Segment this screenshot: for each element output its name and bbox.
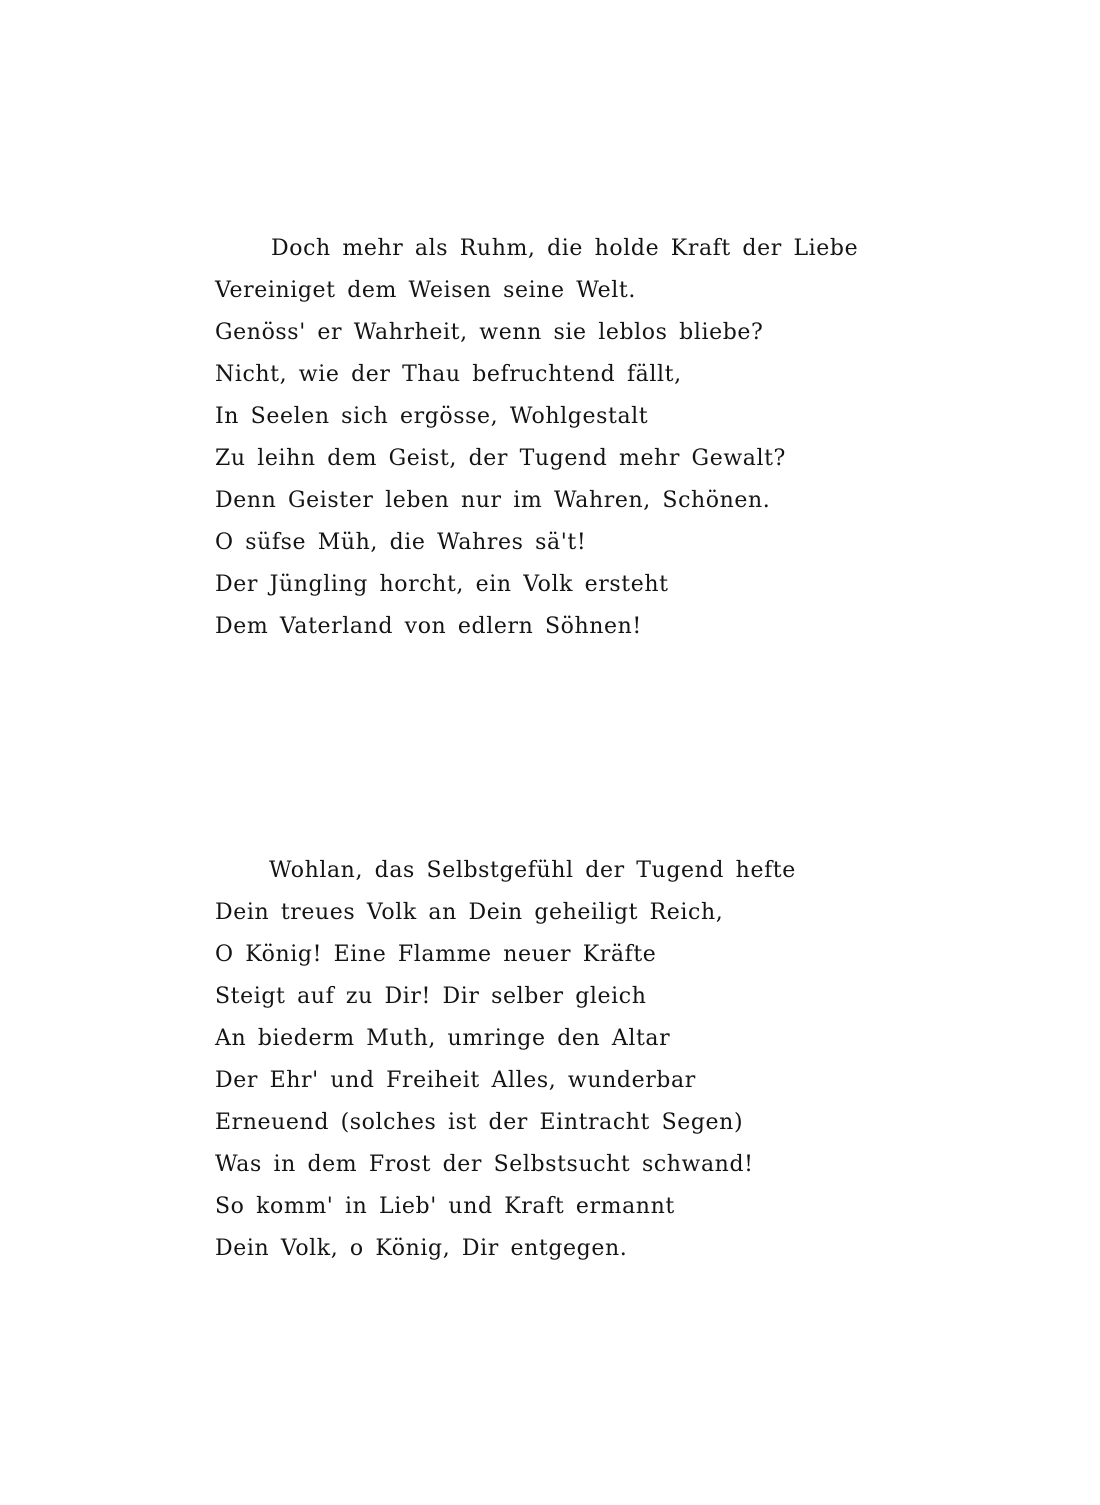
verse-line: Erneuend (solches ist der Eintracht Segen) [215, 1110, 744, 1135]
verse-line: Dem Vaterland von edlern Söhnen! [215, 614, 642, 639]
verse-line: Der Ehr' und Freiheit Alles, wunderbar [215, 1068, 696, 1093]
verse-line: Wohlan, das Selbstgefühl der Tugend hefte [269, 858, 796, 883]
verse-line: Steigt auf zu Dir! Dir selber gleich [215, 984, 647, 1009]
verse-line: An biederm Muth, umringe den Altar [215, 1026, 671, 1051]
verse-line: Doch mehr als Ruhm, die holde Kraft der Liebe [271, 236, 859, 261]
poem-stanza-1 [215, 228, 975, 648]
verse-line: O König! Eine Flamme neuer Kräfte [215, 942, 657, 967]
verse-line: O süfse Müh, die Wahres sä't! [215, 530, 587, 555]
verse-line: In Seelen sich ergösse, Wohlgestalt [215, 404, 649, 429]
verse-line: Der Jüngling horcht, ein Volk ersteht [215, 572, 669, 597]
verse-line: Dein Volk, o König, Dir entgegen. [215, 1236, 628, 1261]
poem-stanza-2 [215, 850, 975, 1270]
verse-line: Dein treues Volk an Dein geheiligt Reich, [215, 900, 724, 925]
verse-line: Denn Geister leben nur im Wahren, Schönen. [215, 488, 771, 513]
verse-line: Vereiniget dem Weisen seine Welt. [215, 278, 636, 303]
verse-line: Nicht, wie der Thau befruchtend fällt, [215, 362, 682, 387]
verse-line: Was in dem Frost der Selbstsucht schwand! [215, 1152, 754, 1177]
verse-line: So komm' in Lieb' und Kraft ermannt [215, 1194, 675, 1219]
verse-line: Zu leihn dem Geist, der Tugend mehr Gewalt? [215, 446, 786, 471]
verse-line: Genöss' er Wahrheit, wenn sie leblos bliebe? [215, 320, 764, 345]
